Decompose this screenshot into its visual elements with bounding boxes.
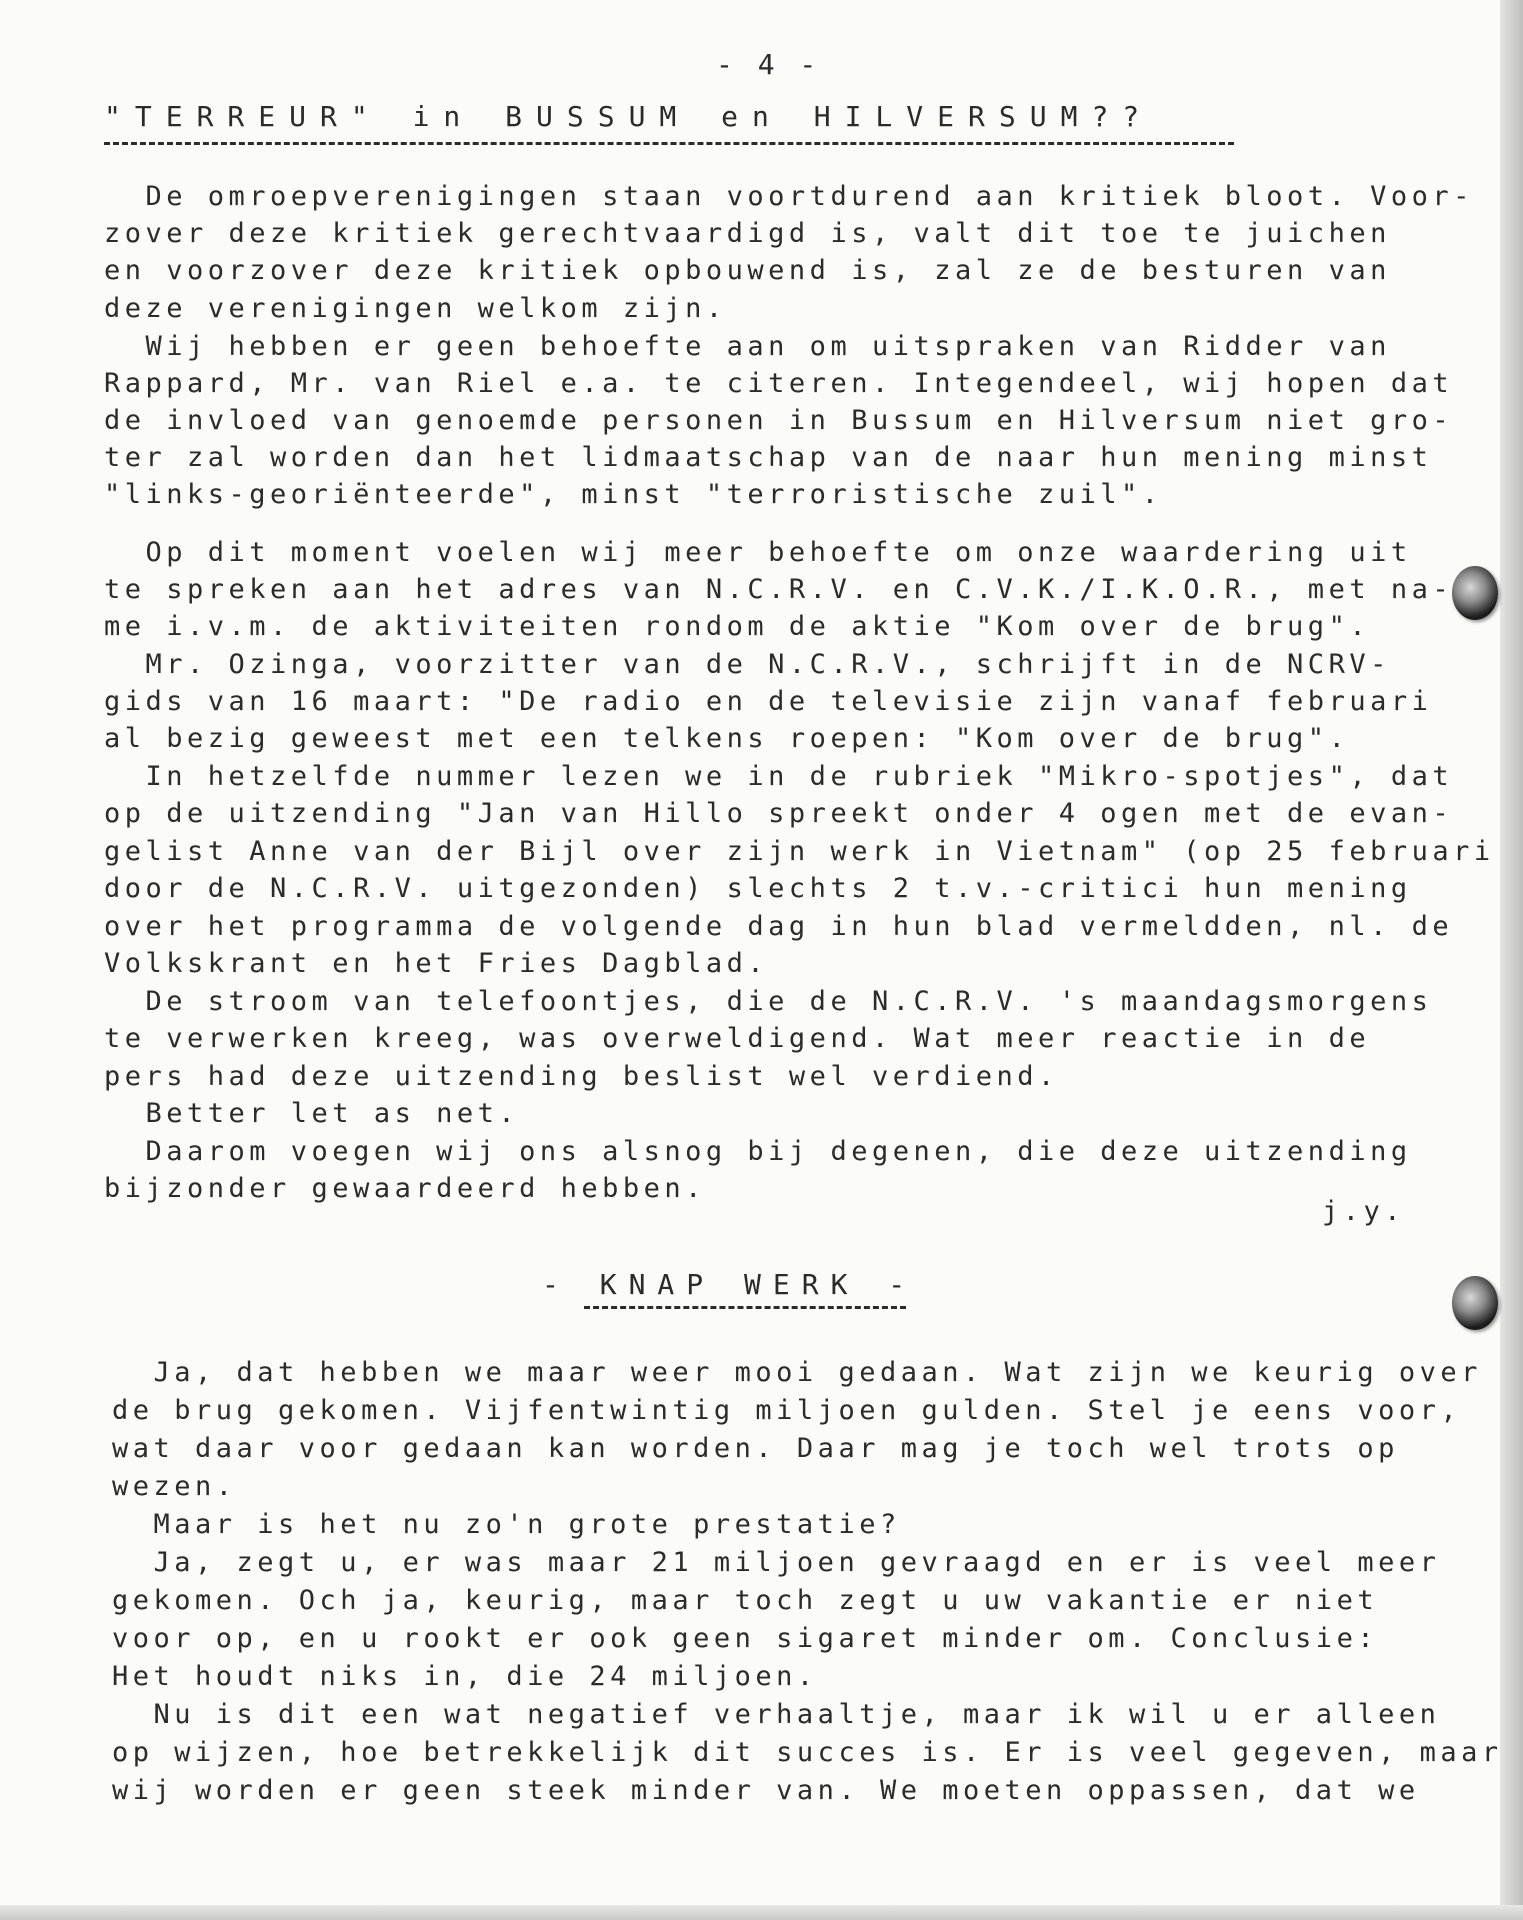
text-line: op de uitzending "Jan van Hillo spreekt onder 4 ogen met de evan- [104, 798, 1454, 829]
text-line: al bezig geweest met een telkens roepen: "Kom over de brug". [104, 723, 1350, 754]
text-line: Op dit moment voelen wij meer behoefte om onze waardering uit [104, 537, 1412, 568]
text-line: op wijzen, hoe betrekkelijk dit succes is. Er is veel gegeven, maar [112, 1737, 1503, 1768]
text-line: Ja, dat hebben we maar weer mooi gedaan. Wat zijn we keurig over [112, 1357, 1482, 1388]
text-line: "links-georiënteerde", minst "terroristische zuil". [104, 479, 1163, 510]
text-line: wezen. [112, 1471, 237, 1502]
text-line: De stroom van telefoontjes, die de N.C.R.V. 's maandagsmorgens [104, 986, 1433, 1017]
punch-hole-top [1452, 566, 1498, 620]
text-line: zover deze kritiek gerechtvaardigd is, valt dit toe te juichen [104, 218, 1391, 249]
text-line: pers had deze uitzending beslist wel verdiend. [104, 1061, 1059, 1092]
text-line: Wij hebben er geen behoefte aan om uitspraken van Ridder van [104, 331, 1391, 362]
section-title-knap-werk: - KNAP WERK - [542, 1268, 918, 1301]
text-line: de brug gekomen. Vijfentwintig miljoen gulden. Stel je eens voor, [112, 1395, 1462, 1426]
text-line: Rappard, Mr. van Riel e.a. te citeren. Integendeel, wij hopen dat [104, 368, 1454, 399]
text-line: de invloed van genoemde personen in Bussum en Hilversum niet gro- [104, 405, 1454, 436]
text-line: voor op, en u rookt er ook geen sigaret minder om. Conclusie: [112, 1623, 1379, 1654]
text-line: over het programma de volgende dag in hun blad vermeldden, nl. de [104, 911, 1454, 942]
section-title-terreur: "TERREUR" in BUSSUM en HILVERSUM?? [104, 100, 1154, 133]
author-signature: j.y. [1322, 1196, 1406, 1227]
text-line: Better let as net. [104, 1098, 520, 1129]
text-line: te spreken aan het adres van N.C.R.V. en C.V.K./I.K.O.R., met na- [104, 574, 1454, 605]
text-line: deze verenigingen welkom zijn. [104, 293, 727, 324]
text-line: wij worden er geen steek minder van. We moeten oppassen, dat we [112, 1775, 1420, 1806]
text-line: gids van 16 maart: "De radio en de televisie zijn vanaf februari [104, 686, 1433, 717]
text-line: te verwerken kreeg, was overweldigend. Wat meer reactie in de [104, 1023, 1371, 1054]
text-line: De omroepverenigingen staan voortdurend aan kritiek bloot. Voor- [104, 181, 1474, 212]
text-line: gelist Anne van der Bijl over zijn werk in Vietnam" (op 25 februari [104, 836, 1495, 867]
text-line: Mr. Ozinga, voorzitter van de N.C.R.V., schrijft in de NCRV- [104, 649, 1391, 680]
punch-hole-bottom [1452, 1276, 1498, 1330]
text-line: wat daar voor gedaan kan worden. Daar mag je toch wel trots op [112, 1433, 1399, 1464]
text-line: In hetzelfde nummer lezen we in de rubriek "Mikro-spotjes", dat [104, 761, 1454, 792]
text-line: Ja, zegt u, er was maar 21 miljoen gevraagd en er is veel meer [112, 1547, 1441, 1578]
text-line: Het houdt niks in, die 24 miljoen. [112, 1661, 818, 1692]
text-line: door de N.C.R.V. uitgezonden) slechts 2 t.v.-critici hun mening [104, 873, 1412, 904]
text-line: en voorzover deze kritiek opbouwend is, zal ze de besturen van [104, 255, 1391, 286]
text-line: ter zal worden dan het lidmaatschap van de naar hun mening minst [104, 442, 1433, 473]
title-underline-1 [104, 142, 1234, 145]
text-line: Maar is het nu zo'n grote prestatie? [112, 1509, 901, 1540]
text-line: me i.v.m. de aktiviteiten rondom de aktie "Kom over de brug". [104, 611, 1371, 642]
page-bottom-shadow [0, 1905, 1523, 1920]
title-underline-2 [584, 1306, 906, 1309]
text-line: Daarom voegen wij ons alsnog bij degenen, die deze uitzending [104, 1136, 1412, 1167]
page-number: - 4 - [716, 48, 821, 81]
page-edge-shadow [1500, 0, 1523, 1920]
text-line: bijzonder gewaardeerd hebben. [104, 1173, 706, 1204]
text-line: Nu is dit een wat negatief verhaaltje, maar ik wil u er alleen [112, 1699, 1441, 1730]
text-line: Volkskrant en het Fries Dagblad. [104, 948, 769, 979]
text-line: gekomen. Och ja, keurig, maar toch zegt u uw vakantie er niet [112, 1585, 1379, 1616]
